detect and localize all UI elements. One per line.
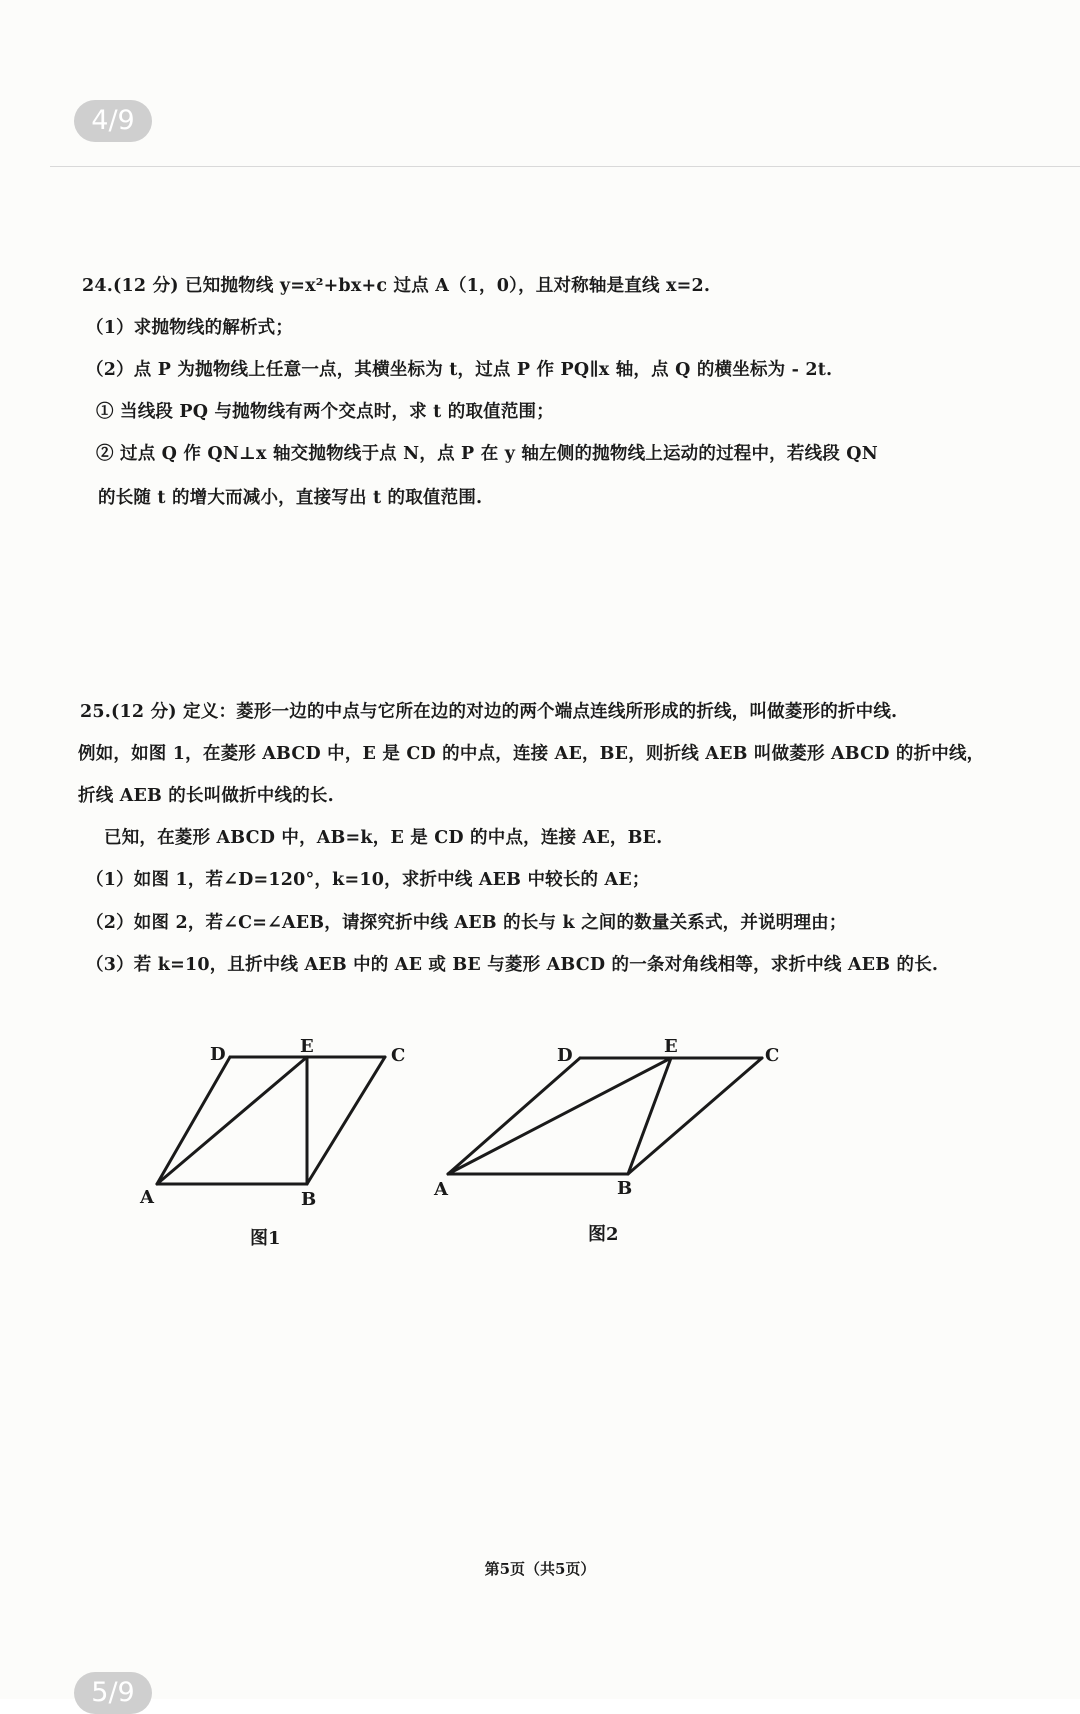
page-footer: 第5页（共5页） xyxy=(484,1560,596,1578)
q24-sub2b: 的长随 t 的增大而减小，直接写出 t 的取值范围. xyxy=(98,488,483,508)
fig1-label-e: E xyxy=(300,1036,314,1057)
fig1-label-a: A xyxy=(140,1187,154,1208)
fig2-label-d: D xyxy=(557,1045,573,1066)
q24-stem: 24.(12 分) 已知抛物线 y=x²+bx+c 过点 A（1，0），且对称轴是直线 x=2. xyxy=(82,276,711,296)
figure-1 xyxy=(157,1057,385,1184)
q24-part1: （1）求抛物线的解析式； xyxy=(86,318,294,338)
q24-sub2a: ② 过点 Q 作 QN⊥x 轴交抛物线于点 N，点 P 在 y 轴左侧的抛物线上运动的过程中，若线段 QN xyxy=(96,444,878,464)
fig2-label-c: C xyxy=(765,1045,780,1066)
q25-part1: （1）如图 1，若∠D=120°，k=10，求折中线 AEB 中较长的 AE； xyxy=(86,870,650,890)
page-indicator-top: 4/9 xyxy=(74,100,152,142)
figure-2 xyxy=(448,1058,762,1174)
fig2-label-e: E xyxy=(664,1036,678,1057)
page-indicator-bottom: 5/9 xyxy=(74,1672,152,1714)
fig1-label-b: B xyxy=(301,1189,317,1210)
fig2-label-b: B xyxy=(617,1178,633,1199)
fig2-label-a: A xyxy=(434,1179,448,1200)
q24-part2: （2）点 P 为抛物线上任意一点，其横坐标为 t，过点 P 作 PQ∥x 轴，点 Q 的横坐标为 - 2t. xyxy=(86,360,833,380)
fig1-segment-ae xyxy=(157,1057,307,1184)
q25-stem: 25.(12 分) 定义：菱形一边的中点与它所在边的对边的两个端点连线所形成的折线，叫做菱形的折中线. xyxy=(80,702,898,722)
fig1-caption: 图1 xyxy=(250,1228,281,1249)
q25-example-b: 折线 AEB 的长叫做折中线的长. xyxy=(78,786,334,806)
q25-given: 已知，在菱形 ABCD 中，AB=k，E 是 CD 的中点，连接 AE，BE. xyxy=(104,828,663,848)
fig1-edge-da xyxy=(157,1057,230,1184)
q25-example-a: 例如，如图 1，在菱形 ABCD 中，E 是 CD 的中点，连接 AE，BE，则折线 AEB 叫做菱形 ABCD 的折中线， xyxy=(78,744,985,764)
q25-part3: （3）若 k=10，且折中线 AEB 中的 AE 或 BE 与菱形 ABCD 的一条对角线相等，求折中线 AEB 的长. xyxy=(86,955,939,975)
q25-part2: （2）如图 2，若∠C=∠AEB，请探究折中线 AEB 的长与 k 之间的数量关系式，并说明理由； xyxy=(86,913,847,933)
fig1-edge-bc xyxy=(307,1057,385,1184)
fig1-label-c: C xyxy=(391,1045,406,1066)
q24-sub1: ① 当线段 PQ 与抛物线有两个交点时，求 t 的取值范围； xyxy=(96,402,554,422)
fig2-caption: 图2 xyxy=(588,1224,619,1245)
fig1-label-d: D xyxy=(210,1044,226,1065)
